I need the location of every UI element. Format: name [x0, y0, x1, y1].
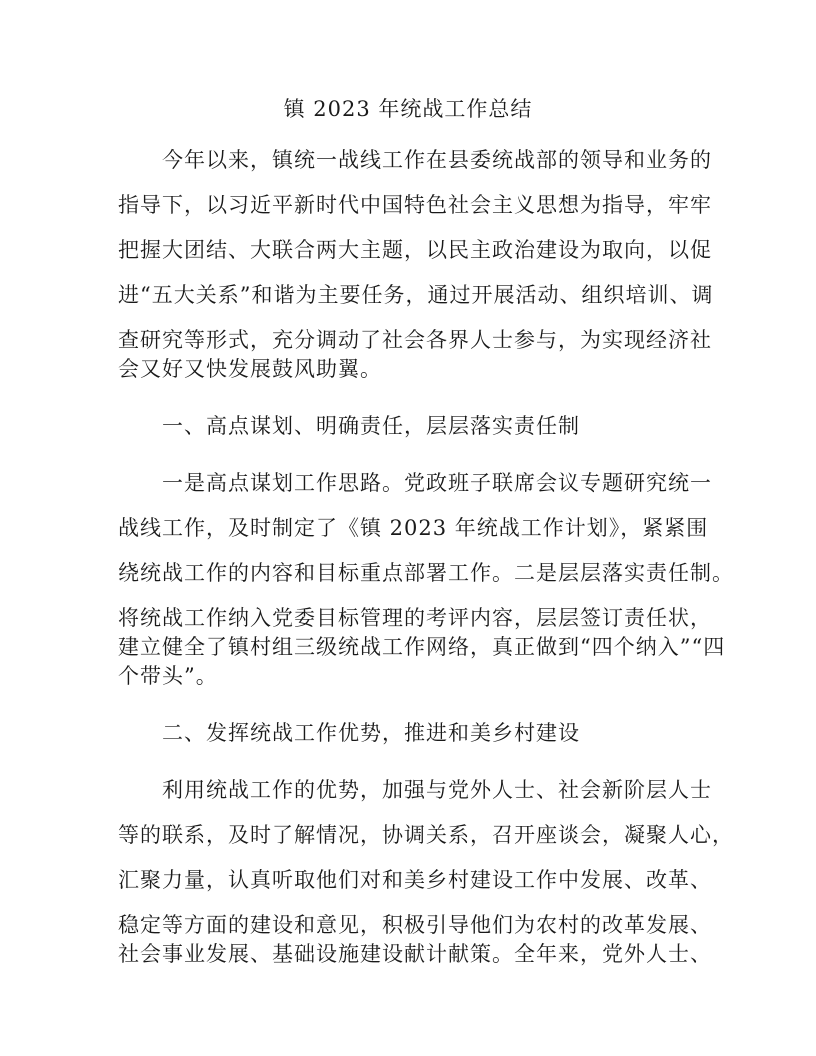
paragraph-line: 进“五大关系”和谐为主要任务，通过开展活动、组织培训、调: [118, 283, 714, 307]
paragraph-line: 今年以来，镇统一战线工作在县委统战部的领导和业务的: [162, 148, 712, 172]
paragraph-line: 一是高点谋划工作思路。党政班子联席会议专题研究统一: [162, 471, 712, 495]
paragraph-line: 利用统战工作的优势，加强与党外人士、社会新阶层人士: [162, 778, 712, 802]
paragraph-line: 汇聚力量，认真听取他们对和美乡村建设工作中发展、改革、: [118, 868, 712, 892]
section-heading: 一、高点谋划、明确责任，层层落实责任制: [162, 414, 580, 438]
paragraph-line: 将统战工作纳入党委目标管理的考评内容，层层签订责任状，: [118, 606, 712, 630]
paragraph-line: 战线工作，及时制定了《镇 2023 年统战工作计划》，紧紧围: [118, 516, 709, 540]
paragraph-line: 把握大团结、大联合两大主题，以民主政治建设为取向，以促: [118, 238, 712, 262]
paragraph-line: 指导下，以习近平新时代中国特色社会主义思想为指导，牢牢: [118, 193, 712, 217]
paragraph-line: 稳定等方面的建设和意见，积极引导他们为农村的改革发展、: [118, 913, 712, 937]
document-title: 镇 2023 年统战工作总结: [283, 97, 533, 121]
paragraph-line: 等的联系，及时了解情况，协调关系，召开座谈会，凝聚人心，: [118, 823, 734, 847]
paragraph-line: 绕统战工作的内容和目标重点部署工作。二是层层落实责任制。: [118, 561, 734, 585]
paragraph-line: 查研究等形式，充分调动了社会各界人士参与，为实现经济社: [118, 328, 712, 352]
paragraph-line: 个带头”。: [118, 664, 218, 688]
section-heading: 二、发挥统战工作优势，推进和美乡村建设: [162, 721, 580, 745]
paragraph-line: 社会事业发展、基础设施建设献计献策。全年来，党外人士、: [118, 942, 712, 966]
paragraph-line: 会又好又快发展鼓风助翼。: [118, 357, 382, 381]
paragraph-line: 建立健全了镇村组三级统战工作网络，真正做到“四个纳入”“四: [118, 635, 726, 659]
